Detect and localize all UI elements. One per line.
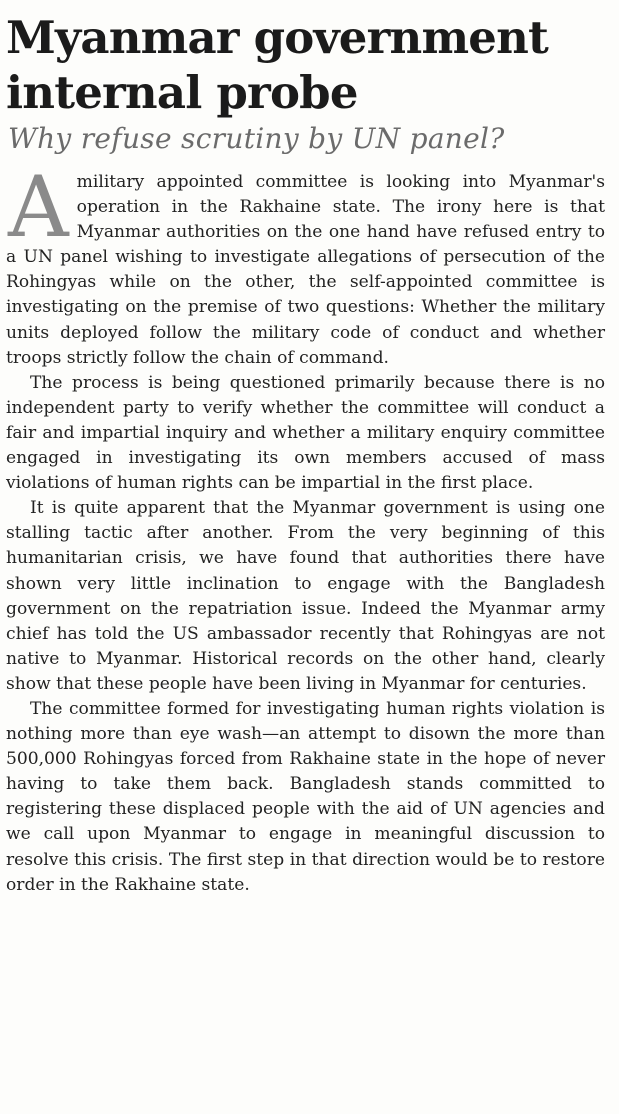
drop-cap: A (8, 158, 69, 256)
subheadline: Why refuse scrutiny by UN panel? (8, 122, 505, 155)
paragraph-3: It is quite apparent that the Myanmar government is using one stalling tactic after another. From the very beginning of this humanitarian crisis, we have found that authorities there have shown very little inclination to engage with the Bangladesh government on the repatriation issue. Indeed the Myanmar army chief has told the US ambassador recently that Rohingyas are not native to Myanmar. Historical records on the other hand, clearly show that these people have been living in Myanmar for centuries. (6, 498, 605, 694)
paragraph-4: The committee formed for investigating human rights violation is nothing more than eye wash—an attempt to disown the more than 500,000 Rohingyas forced from Rakhaine state in the hope of never having to take them back. Bangladesh stands committed to registering these displaced people with the aid of UN agencies and we call upon Myanmar to engage in meaningful discussion to resolve this crisis. The first step in that direction would be to restore order in the Rakhaine state. (6, 698, 605, 895)
headline-line-2: internal probe (6, 66, 358, 119)
paragraph-2: The process is being questioned primarily because there is no independent party to verify whether the committee will conduct a fair and impartial inquiry and whether a military enquiry committee engaged in investigating its own members accused of mass violations of human rights can be impartial in the first place. (6, 372, 605, 494)
paragraph-1-text: military appointed committee is looking into Myanmar's operation in the Rakhaine state. The irony here is that Myanmar authorities on the one hand have refused entry to a UN panel wishing to investigate allegations of persecution of the Rohingyas while on the other, the self-appointed committee is investigating on the premise of two questions: Whether the military units deployed follow the military code of conduct and whether troops strictly follow the chain of command. (6, 172, 605, 368)
article-body (6, 158, 605, 898)
headline (6, 10, 605, 120)
headline-line-1: Myanmar government (6, 11, 549, 64)
paragraph-1 (6, 158, 605, 371)
